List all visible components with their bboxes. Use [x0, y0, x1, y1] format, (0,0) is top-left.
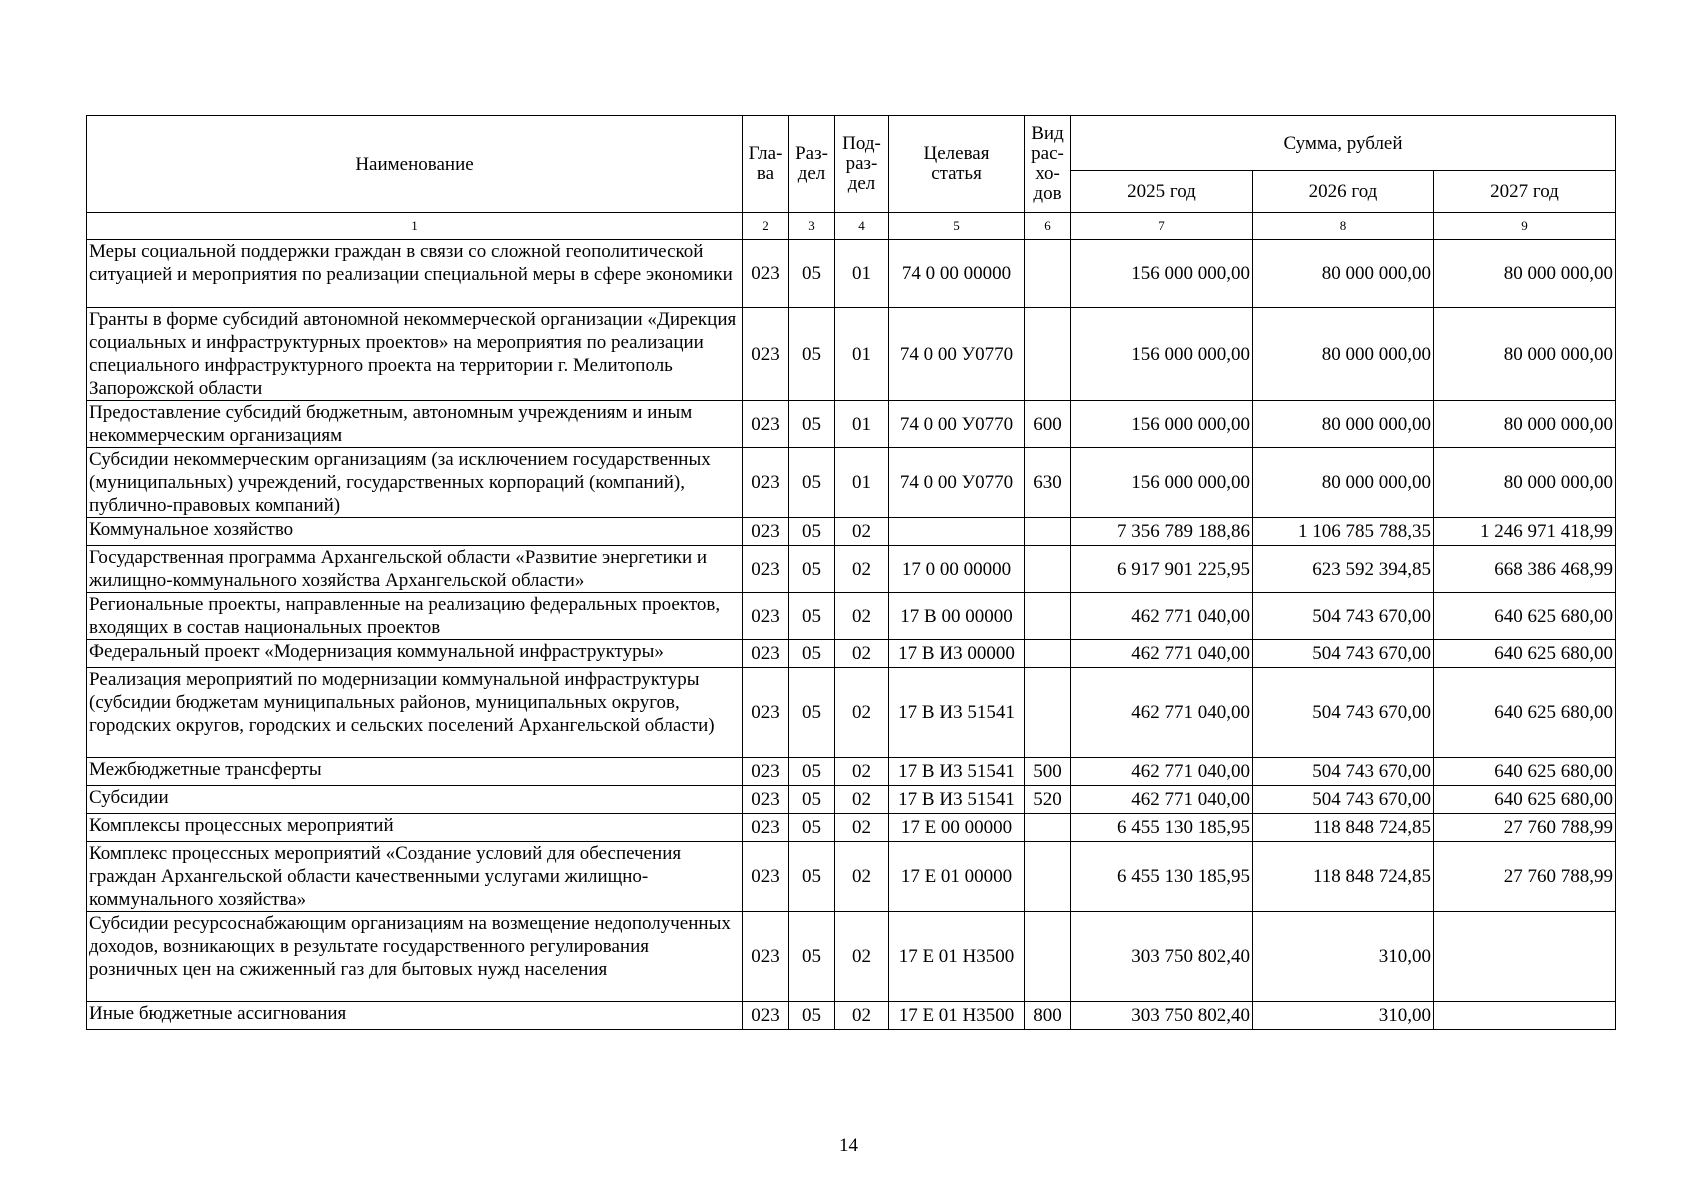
column-number: 1: [87, 213, 743, 240]
table-row: [87, 593, 1616, 640]
row-amount-2025: 462 771 040,00: [1071, 786, 1253, 814]
row-celevaya: 17 В И3 51541: [889, 758, 1025, 786]
budget-table: [86, 115, 1616, 1030]
row-podrazdel: 01: [835, 401, 889, 448]
row-name: Предоставление субсидий бюджетным, автономным учреждениям и иным некоммерческим организациям: [87, 401, 743, 448]
table-row: [87, 814, 1616, 842]
row-celevaya: 17 В И3 51541: [889, 668, 1025, 758]
row-podrazdel: 02: [835, 758, 889, 786]
row-razdel: 05: [789, 640, 835, 668]
column-number: 4: [835, 213, 889, 240]
row-name: Межбюджетные трансферты: [87, 758, 743, 786]
table-row: [87, 518, 1616, 546]
table-row: [87, 1002, 1616, 1030]
column-number: 5: [889, 213, 1025, 240]
header-celevaya-label: Целевая статья: [923, 143, 990, 184]
row-podrazdel: 02: [835, 1002, 889, 1030]
row-name: Региональные проекты, направленные на реализацию федеральных проектов, входящих в состав национальных проектов: [87, 593, 743, 640]
row-amount-2025: 156 000 000,00: [1071, 401, 1253, 448]
row-amount-2027: [1434, 1002, 1616, 1030]
row-name: Реализация мероприятий по модернизации коммунальной инфраструктуры (субсидии бюджетам муниципальных районов, муниципальных округов, городских округов, городских и сельских поселений Архангельской области): [87, 668, 743, 758]
row-vid: [1025, 240, 1071, 308]
page-number: 14: [839, 1135, 858, 1156]
row-celevaya: 74 0 00 00000: [889, 240, 1025, 308]
row-razdel: 05: [789, 912, 835, 1002]
row-celevaya: 17 В И3 51541: [889, 786, 1025, 814]
row-podrazdel: 02: [835, 912, 889, 1002]
row-amount-2027: 27 760 788,99: [1434, 842, 1616, 912]
row-razdel: 05: [789, 518, 835, 546]
row-vid: [1025, 814, 1071, 842]
row-amount-2026: 504 743 670,00: [1253, 786, 1434, 814]
row-name: Комплексы процессных мероприятий: [87, 814, 743, 842]
row-razdel: 05: [789, 1002, 835, 1030]
row-amount-2026: 504 743 670,00: [1253, 668, 1434, 758]
row-glava: 023: [743, 786, 789, 814]
row-celevaya: 74 0 00 У0770: [889, 308, 1025, 401]
row-vid: 600: [1025, 401, 1071, 448]
row-amount-2027: 80 000 000,00: [1434, 308, 1616, 401]
header-razdel-label: Раз- дел: [795, 143, 828, 184]
row-amount-2027: [1434, 912, 1616, 1002]
header-glava: [743, 116, 789, 213]
row-name: Субсидии ресурсоснабжающим организациям на возмещение недополученных доходов, возникающих в результате государственного регулирования розничных цен на сжиженный газ для бытовых нужд населения: [87, 912, 743, 1002]
row-celevaya: 17 В И3 00000: [889, 640, 1025, 668]
row-amount-2025: 7 356 789 188,86: [1071, 518, 1253, 546]
row-podrazdel: 02: [835, 640, 889, 668]
row-vid: [1025, 912, 1071, 1002]
table-row: [87, 842, 1616, 912]
row-podrazdel: 01: [835, 308, 889, 401]
row-vid: [1025, 308, 1071, 401]
row-celevaya: 17 Е 01 00000: [889, 842, 1025, 912]
table-row: [87, 640, 1616, 668]
row-amount-2025: 462 771 040,00: [1071, 640, 1253, 668]
row-glava: 023: [743, 240, 789, 308]
row-glava: 023: [743, 640, 789, 668]
row-amount-2026: 118 848 724,85: [1253, 814, 1434, 842]
row-vid: [1025, 640, 1071, 668]
row-podrazdel: 02: [835, 786, 889, 814]
row-amount-2027: 640 625 680,00: [1434, 786, 1616, 814]
column-number: 3: [789, 213, 835, 240]
row-amount-2027: 640 625 680,00: [1434, 758, 1616, 786]
row-amount-2025: 156 000 000,00: [1071, 308, 1253, 401]
row-celevaya: 74 0 00 У0770: [889, 448, 1025, 518]
table-row: [87, 786, 1616, 814]
row-amount-2026: 623 592 394,85: [1253, 546, 1434, 593]
row-name: Меры социальной поддержки граждан в связи со сложной геополитической ситуацией и мероприятия по реализации специальной меры в сфере экономики: [87, 240, 743, 308]
row-celevaya: 17 В 00 00000: [889, 593, 1025, 640]
row-celevaya: 17 Е 01 Н3500: [889, 1002, 1025, 1030]
row-name: Комплекс процессных мероприятий «Создание условий для обеспечения граждан Архангельской области качественными услугами жилищно-коммунального хозяйства»: [87, 842, 743, 912]
row-vid: [1025, 842, 1071, 912]
row-glava: 023: [743, 546, 789, 593]
row-amount-2027: 27 760 788,99: [1434, 814, 1616, 842]
row-amount-2026: 1 106 785 788,35: [1253, 518, 1434, 546]
row-amount-2025: 156 000 000,00: [1071, 448, 1253, 518]
header-vid-label: Вид рас- хо- дов: [1031, 123, 1064, 204]
row-podrazdel: 02: [835, 842, 889, 912]
row-amount-2025: 303 750 802,40: [1071, 912, 1253, 1002]
row-name: Гранты в форме субсидий автономной некоммерческой организации «Дирекция социальных и инфраструктурных проектов» на мероприятия по реализации специального инфраструктурного проекта на территории г. Мелитополь Запорожской области: [87, 308, 743, 401]
row-amount-2025: 6 455 130 185,95: [1071, 842, 1253, 912]
row-podrazdel: 02: [835, 546, 889, 593]
row-celevaya: [889, 518, 1025, 546]
table-row: [87, 758, 1616, 786]
row-name: Государственная программа Архангельской области «Развитие энергетики и жилищно-коммунального хозяйства Архангельской области»: [87, 546, 743, 593]
row-podrazdel: 02: [835, 668, 889, 758]
row-amount-2027: 1 246 971 418,99: [1434, 518, 1616, 546]
column-number: 2: [743, 213, 789, 240]
row-glava: 023: [743, 593, 789, 640]
row-vid: 520: [1025, 786, 1071, 814]
row-razdel: 05: [789, 240, 835, 308]
table-row: [87, 912, 1616, 1002]
header-vid: [1025, 116, 1071, 213]
row-podrazdel: 02: [835, 814, 889, 842]
row-amount-2025: 462 771 040,00: [1071, 593, 1253, 640]
row-amount-2026: 80 000 000,00: [1253, 401, 1434, 448]
row-amount-2027: 80 000 000,00: [1434, 448, 1616, 518]
header-row: [87, 116, 1616, 171]
row-glava: 023: [743, 308, 789, 401]
row-razdel: 05: [789, 814, 835, 842]
row-amount-2026: 80 000 000,00: [1253, 240, 1434, 308]
row-podrazdel: 02: [835, 518, 889, 546]
row-celevaya: 17 0 00 00000: [889, 546, 1025, 593]
row-amount-2027: 668 386 468,99: [1434, 546, 1616, 593]
row-podrazdel: 02: [835, 593, 889, 640]
row-amount-2026: 80 000 000,00: [1253, 448, 1434, 518]
table-row: [87, 668, 1616, 758]
header-year-2026: 2026 год: [1253, 171, 1434, 213]
column-number: 9: [1434, 213, 1616, 240]
row-amount-2025: 156 000 000,00: [1071, 240, 1253, 308]
table-row: [87, 308, 1616, 401]
row-amount-2027: 640 625 680,00: [1434, 640, 1616, 668]
row-vid: 500: [1025, 758, 1071, 786]
row-amount-2026: 118 848 724,85: [1253, 842, 1434, 912]
header-podrazdel: [835, 116, 889, 213]
table-row: [87, 448, 1616, 518]
column-number: 8: [1253, 213, 1434, 240]
row-glava: 023: [743, 758, 789, 786]
row-amount-2027: 80 000 000,00: [1434, 240, 1616, 308]
row-razdel: 05: [789, 546, 835, 593]
header-podrazdel-label: Под- раз- дел: [842, 133, 881, 194]
header-glava-label: Гла- ва: [748, 143, 783, 184]
row-name: Федеральный проект «Модернизация коммунальной инфраструктуры»: [87, 640, 743, 668]
table-row: [87, 401, 1616, 448]
column-numbers-row: [87, 213, 1616, 240]
row-glava: 023: [743, 401, 789, 448]
row-podrazdel: 01: [835, 240, 889, 308]
table-body: [87, 240, 1616, 1030]
row-podrazdel: 01: [835, 448, 889, 518]
row-amount-2026: 504 743 670,00: [1253, 593, 1434, 640]
column-number: 7: [1071, 213, 1253, 240]
row-name: Коммунальное хозяйство: [87, 518, 743, 546]
row-glava: 023: [743, 518, 789, 546]
row-vid: 630: [1025, 448, 1071, 518]
row-amount-2026: 504 743 670,00: [1253, 640, 1434, 668]
row-amount-2025: 462 771 040,00: [1071, 668, 1253, 758]
row-amount-2025: 6 917 901 225,95: [1071, 546, 1253, 593]
row-celevaya: 74 0 00 У0770: [889, 401, 1025, 448]
row-name: Субсидии некоммерческим организациям (за исключением государственных (муниципальных) учреждений, государственных корпораций (компаний), публично-правовых компаний): [87, 448, 743, 518]
row-amount-2026: 504 743 670,00: [1253, 758, 1434, 786]
header-summa: Сумма, рублей: [1071, 116, 1616, 171]
row-razdel: 05: [789, 308, 835, 401]
row-glava: 023: [743, 448, 789, 518]
header-celevaya: [889, 116, 1025, 213]
row-amount-2027: 640 625 680,00: [1434, 668, 1616, 758]
row-razdel: 05: [789, 401, 835, 448]
row-razdel: 05: [789, 758, 835, 786]
table-row: [87, 240, 1616, 308]
row-amount-2027: 80 000 000,00: [1434, 401, 1616, 448]
column-number: 6: [1025, 213, 1071, 240]
header-name: Наименование: [87, 116, 743, 213]
row-celevaya: 17 Е 00 00000: [889, 814, 1025, 842]
row-razdel: 05: [789, 842, 835, 912]
row-razdel: 05: [789, 448, 835, 518]
row-amount-2026: 310,00: [1253, 912, 1434, 1002]
header-year-2027: 2027 год: [1434, 171, 1616, 213]
row-vid: [1025, 546, 1071, 593]
row-razdel: 05: [789, 786, 835, 814]
row-amount-2027: 640 625 680,00: [1434, 593, 1616, 640]
row-vid: 800: [1025, 1002, 1071, 1030]
row-amount-2025: 303 750 802,40: [1071, 1002, 1253, 1030]
row-celevaya: 17 Е 01 Н3500: [889, 912, 1025, 1002]
row-vid: [1025, 518, 1071, 546]
row-glava: 023: [743, 668, 789, 758]
row-name: Иные бюджетные ассигнования: [87, 1002, 743, 1030]
row-name: Субсидии: [87, 786, 743, 814]
table-row: [87, 546, 1616, 593]
row-razdel: 05: [789, 668, 835, 758]
row-amount-2025: 6 455 130 185,95: [1071, 814, 1253, 842]
header-year-2025: 2025 год: [1071, 171, 1253, 213]
row-vid: [1025, 668, 1071, 758]
row-glava: 023: [743, 842, 789, 912]
row-glava: 023: [743, 1002, 789, 1030]
row-vid: [1025, 593, 1071, 640]
row-glava: 023: [743, 814, 789, 842]
row-razdel: 05: [789, 593, 835, 640]
row-amount-2025: 462 771 040,00: [1071, 758, 1253, 786]
row-amount-2026: 310,00: [1253, 1002, 1434, 1030]
row-glava: 023: [743, 912, 789, 1002]
header-razdel: [789, 116, 835, 213]
row-amount-2026: 80 000 000,00: [1253, 308, 1434, 401]
